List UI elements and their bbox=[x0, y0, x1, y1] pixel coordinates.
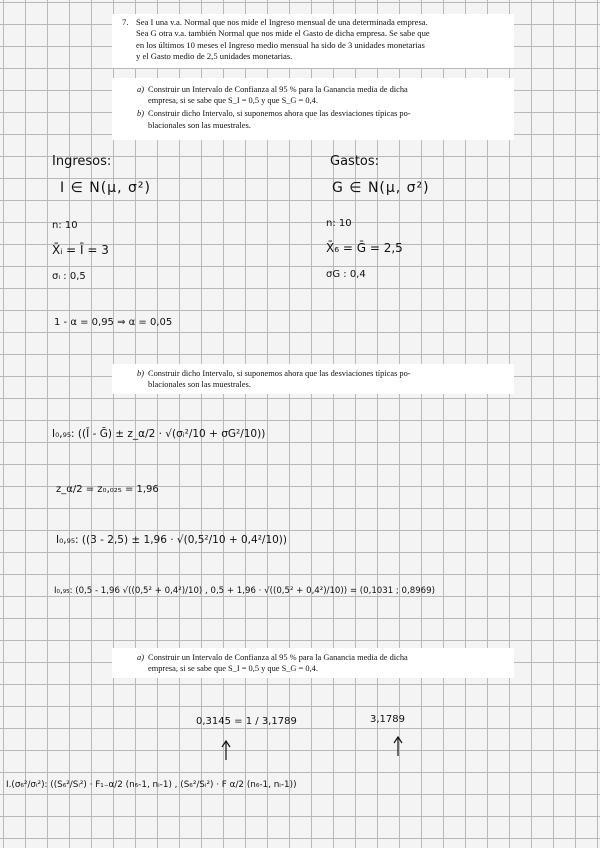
interval-result: I₀,₉₅: (0,5 - 1,96 √((0,5² + 0,4²)/10) , 0,5 + 1,96 · √((0,5² + 0,4²)/10)) = (0,1031 ; 0,8969) bbox=[54, 586, 435, 596]
part-a-line: empresa, si se sabe que S_I = 0,5 y que S_G = 0,4. bbox=[148, 96, 318, 106]
interval-substituted: I₀,₉₅: ((3 - 2,5) ± 1,96 · √(0,5²/10 + 0,4²/10)) bbox=[56, 534, 287, 546]
variance-ratio-interval: I.(σ₆²/σᵢ²): ((S₆²/Sᵢ²) · F₁₋α/2 (n₆-1, nᵢ-1) , (S₆²/Sᵢ²) · F α/2 (n₆-1, nᵢ-1)) bbox=[6, 780, 297, 790]
ingresos-mean: X̄ᵢ = Ī = 3 bbox=[52, 243, 109, 257]
part-b-label-repeat: b) bbox=[137, 369, 144, 378]
statement-line: Sea I una v.a. Normal que nos mide el Ingreso mensual de una determinada empresa. bbox=[136, 17, 428, 27]
problem-number: 7. bbox=[122, 17, 129, 27]
f-low-value: 0,3145 = 1 / 3,1789 bbox=[196, 716, 297, 727]
gastos-mean: X̄₆ = Ḡ = 2,5 bbox=[326, 241, 403, 255]
gastos-distribution: G ∈ N(μ, σ²) bbox=[332, 180, 430, 196]
part-a-label-repeat: a) bbox=[137, 653, 144, 662]
z-value: z_α/2 = z₀,₀₂₅ = 1,96 bbox=[56, 484, 159, 495]
ingresos-title: Ingresos: bbox=[52, 154, 112, 169]
gastos-n: n: 10 bbox=[326, 218, 352, 229]
f-high-value: 3,1789 bbox=[370, 714, 405, 725]
confidence-level: 1 - α = 0,95 ⇒ α = 0,05 bbox=[54, 317, 173, 328]
part-a-line: Construir un Intervalo de Confianza al 95 % para la Ganancia media de dicha bbox=[148, 653, 408, 662]
part-a-label: a) bbox=[137, 85, 144, 94]
part-b-label: b) bbox=[137, 109, 144, 119]
statement-line: en los últimos 10 meses el Ingreso medio mensual ha sido de 3 unidades monetarias bbox=[136, 39, 425, 50]
part-b-line: Construir dicho Intervalo, si suponemos ahora que las desviaciones típicas po- bbox=[148, 369, 411, 378]
part-a-line: empresa, si se sabe que S_I = 0,5 y que S_G = 0,4. bbox=[148, 664, 318, 674]
part-a-line: Construir un Intervalo de Confianza al 95 % para la Ganancia media de dicha bbox=[148, 85, 408, 94]
gastos-sigma: σG : 0,4 bbox=[326, 269, 366, 280]
part-b-line: blacionales son las muestrales. bbox=[148, 120, 251, 130]
statement-line: Sea G otra v.a. también Normal que nos mide el Gasto de dicha empresa. Se sabe que bbox=[136, 28, 430, 39]
statement-line: y el Gasto medio de 2,5 unidades monetarias. bbox=[136, 51, 293, 62]
ingresos-n: n: 10 bbox=[52, 220, 78, 231]
interval-formula: I₀,₉₅: ((Ī - Ḡ) ± z_α/2 · √(σᵢ²/10 + σG²/10)) bbox=[52, 428, 266, 440]
ingresos-sigma: σᵢ : 0,5 bbox=[52, 271, 86, 282]
part-b-line: Construir dicho Intervalo, si suponemos ahora que las desviaciones típicas po- bbox=[148, 109, 411, 119]
gastos-title: Gastos: bbox=[330, 154, 380, 169]
ingresos-distribution: I ∈ N(μ, σ²) bbox=[60, 180, 151, 196]
part-b-line: blacionales son las muestrales. bbox=[148, 380, 251, 390]
